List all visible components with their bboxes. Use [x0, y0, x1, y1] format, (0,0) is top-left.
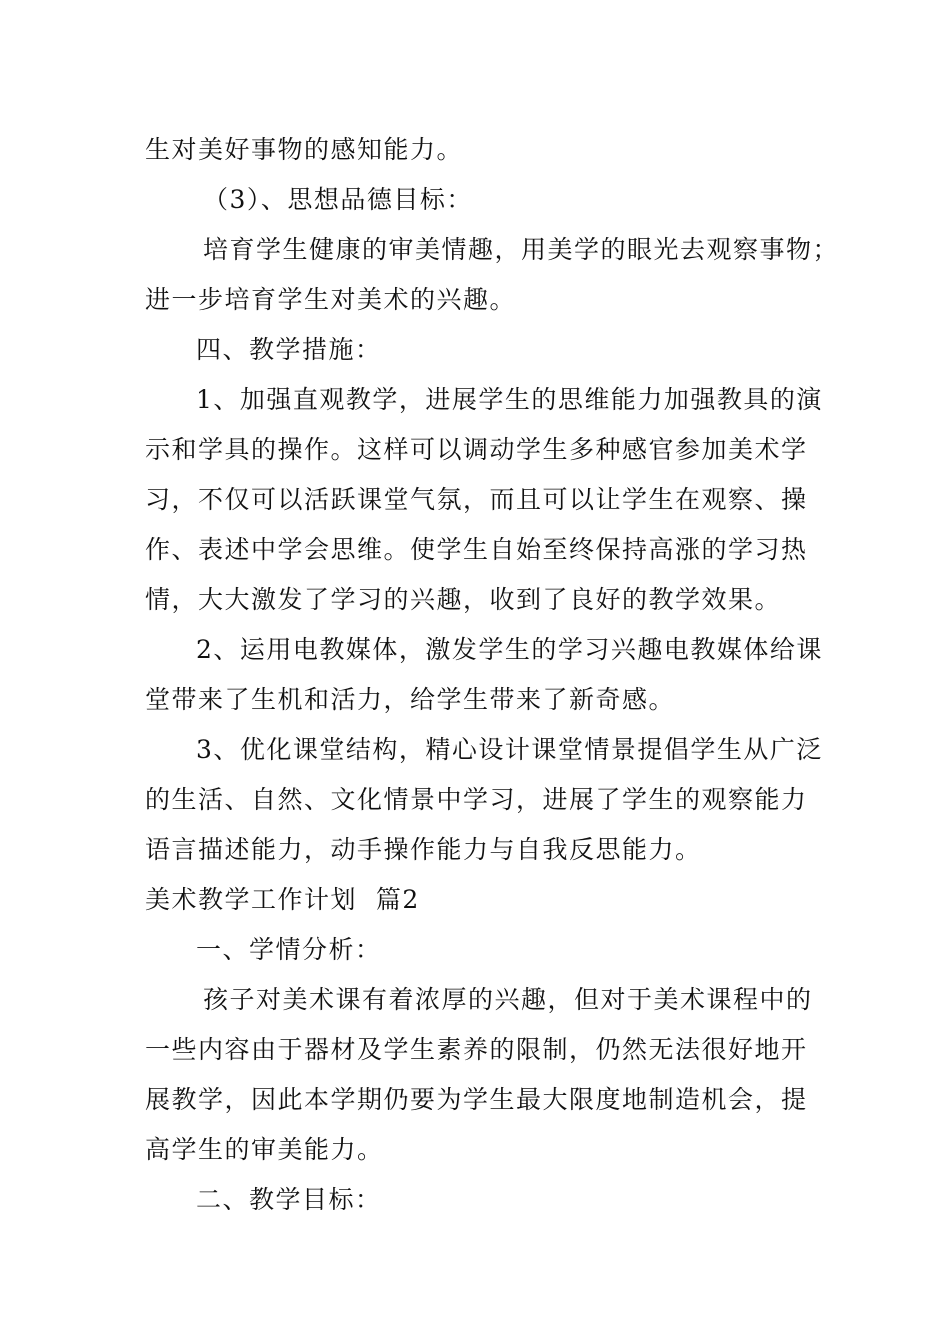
body-text-line: 习，不仅可以活跃课堂气氛，而且可以让学生在观察、操	[145, 485, 808, 514]
body-text-line: 3、优化课堂结构，精心设计课堂情景提倡学生从广泛	[196, 735, 823, 764]
body-text-line: 的生活、自然、文化情景中学习，进展了学生的观察能力	[145, 785, 808, 814]
body-text-line: 培育学生健康的审美情趣，用美学的眼光去观察事物；	[203, 235, 840, 264]
section-heading: 一、学情分析：	[196, 935, 382, 964]
section-heading: 四、教学措施：	[196, 335, 382, 364]
body-text-line: 语言描述能力，动手操作能力与自我反思能力。	[145, 835, 702, 864]
article-title: 美术教学工作计划 篇2	[145, 885, 420, 914]
body-text-line: 进一步培育学生对美术的兴趣。	[145, 285, 517, 314]
body-text-line: 2、运用电教媒体，激发学生的学习兴趣电教媒体给课	[196, 635, 823, 664]
body-text-line: 堂带来了生机和活力，给学生带来了新奇感。	[145, 685, 676, 714]
body-text-line: 示和学具的操作。这样可以调动学生多种感官参加美术学	[145, 435, 808, 464]
subsection-heading: （3）、思想品德目标：	[203, 185, 473, 214]
body-text-line: 1、加强直观教学，进展学生的思维能力加强教具的演	[196, 385, 823, 414]
body-text-line: 一些内容由于器材及学生素养的限制，仍然无法很好地开	[145, 1035, 808, 1064]
body-text-line: 情，大大激发了学习的兴趣，收到了良好的教学效果。	[145, 585, 782, 614]
body-text-line: 生对美好事物的感知能力。	[145, 135, 464, 164]
body-text-line: 高学生的审美能力。	[145, 1135, 384, 1164]
body-text-line: 作、表述中学会思维。使学生自始至终保持高涨的学习热	[145, 535, 808, 564]
body-text-line: 孩子对美术课有着浓厚的兴趣，但对于美术课程中的	[203, 985, 813, 1014]
body-text-line: 展教学，因此本学期仍要为学生最大限度地制造机会，提	[145, 1085, 808, 1114]
section-heading: 二、教学目标：	[196, 1185, 382, 1214]
